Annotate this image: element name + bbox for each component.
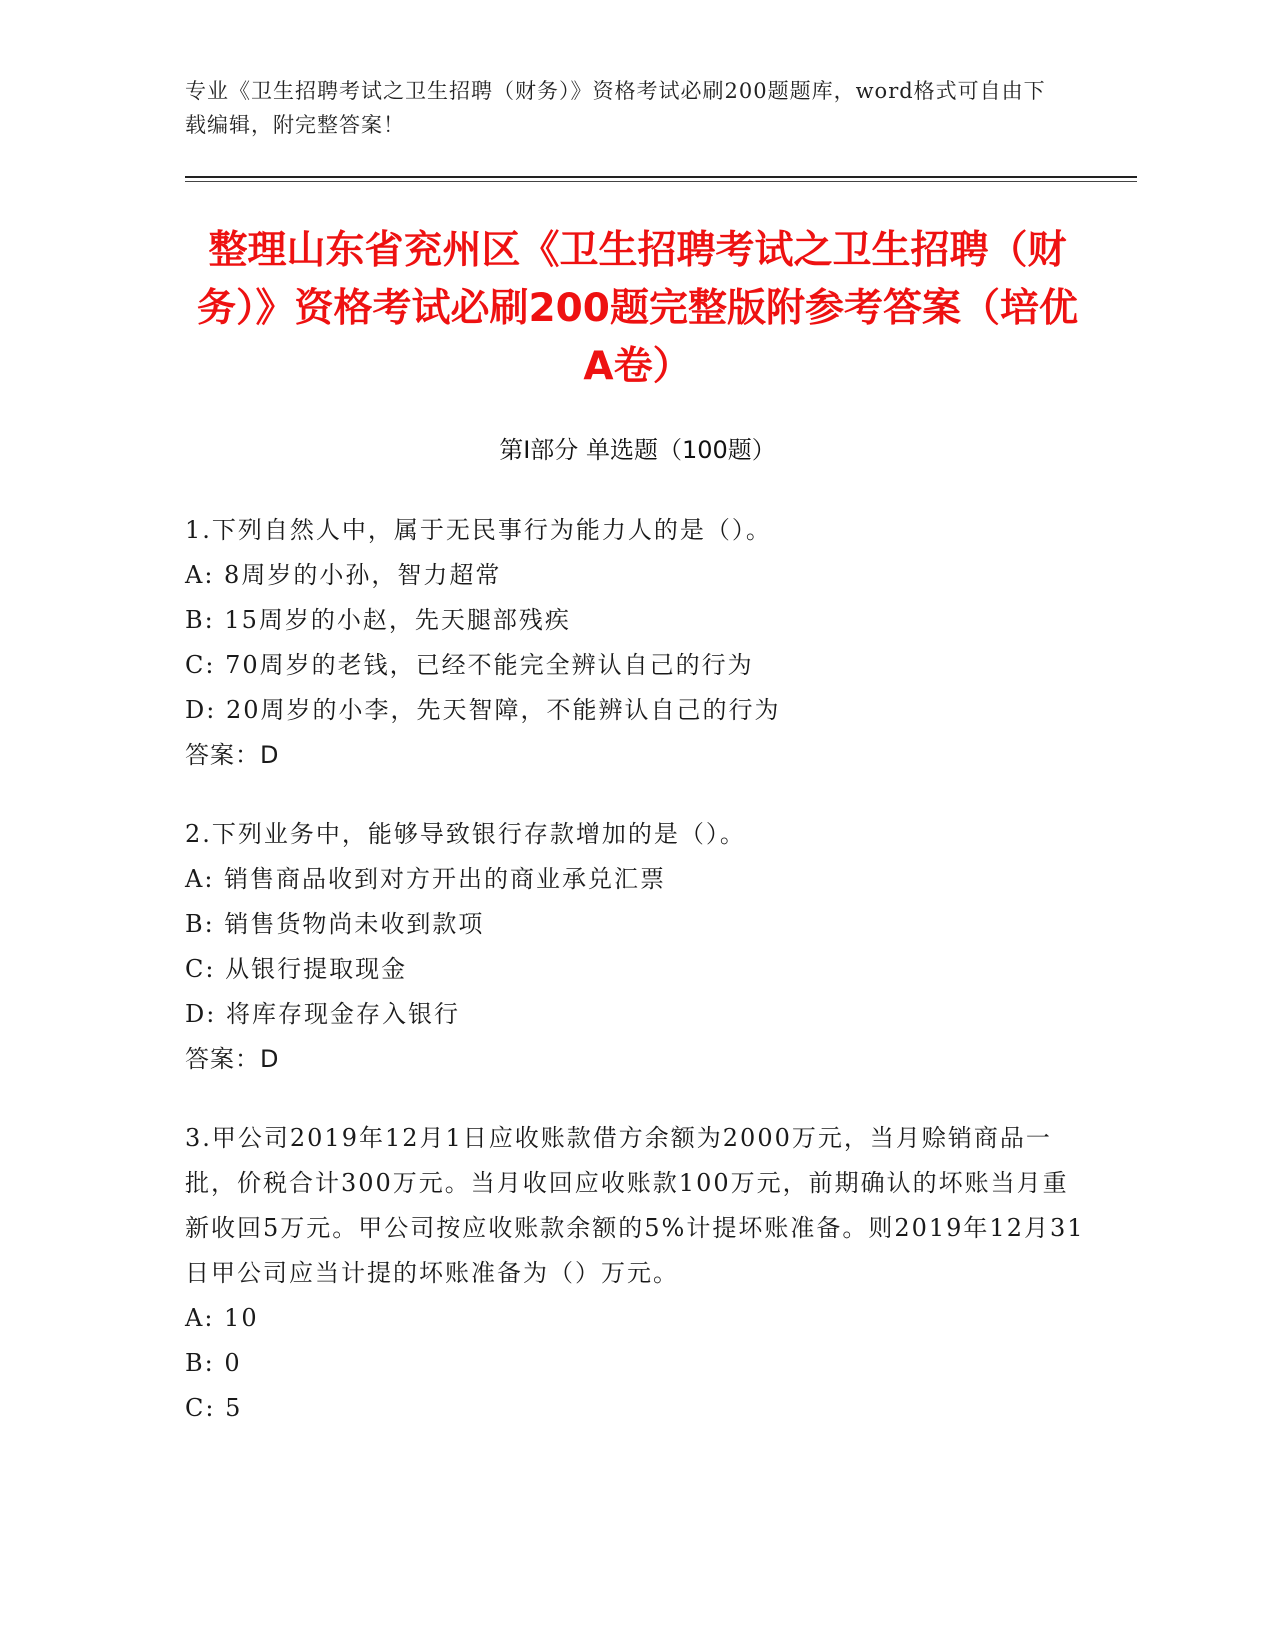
answer-line: 答案：D: [185, 1045, 280, 1073]
question-stem: 3.甲公司2019年12月1日应收账款借方余额为2000万元，当月赊销商品一批，价税合计300万元。当月收回应收账款100万元，前期确认的坏账当月重新收回5万元。甲公司按应收账款余额的5%计提坏账准备。则2019年12月31日甲公司应当计提的坏账准备为（）万元。: [185, 1124, 1085, 1287]
option-b: B: 销售货物尚未收到款项: [185, 910, 485, 938]
question-3: [185, 1116, 1085, 1431]
question-stem: 1.下列自然人中，属于无民事行为能力人的是（）。: [185, 516, 772, 544]
option-a: A: 10: [185, 1304, 259, 1332]
section-heading: 第I部分 单选题（100题）: [499, 436, 776, 464]
option-c: C: 5: [185, 1394, 243, 1422]
option-c: C: 70周岁的老钱，已经不能完全辨认自己的行为: [185, 651, 754, 679]
option-a: A: 8周岁的小孙，智力超常: [185, 561, 502, 589]
answer-line: 答案：D: [185, 741, 280, 769]
option-a: A: 销售商品收到对方开出的商业承兑汇票: [185, 865, 667, 893]
question-stem: 2.下列业务中，能够导致银行存款增加的是（）。: [185, 820, 746, 848]
header-divider-thick: [185, 176, 1137, 178]
document-title: 整理山东省兖州区《卫生招聘考试之卫生招聘（财务）》资格考试必刷200题完整版附参考答案（培优A卷）: [197, 228, 1078, 389]
option-c: C: 从银行提取现金: [185, 955, 408, 983]
header-note: 专业《卫生招聘考试之卫生招聘（财务）》资格考试必刷200题题库，word格式可自由下载编辑，附完整答案！: [185, 79, 1046, 137]
option-b: B: 0: [185, 1349, 242, 1377]
option-d: D: 将库存现金存入银行: [185, 1000, 460, 1028]
header-divider-thin: [185, 181, 1137, 182]
option-d: D: 20周岁的小李，先天智障，不能辨认自己的行为: [185, 696, 781, 724]
question-2: [185, 812, 1085, 1082]
question-1: [185, 508, 1085, 778]
option-b: B: 15周岁的小赵，先天腿部残疾: [185, 606, 571, 634]
